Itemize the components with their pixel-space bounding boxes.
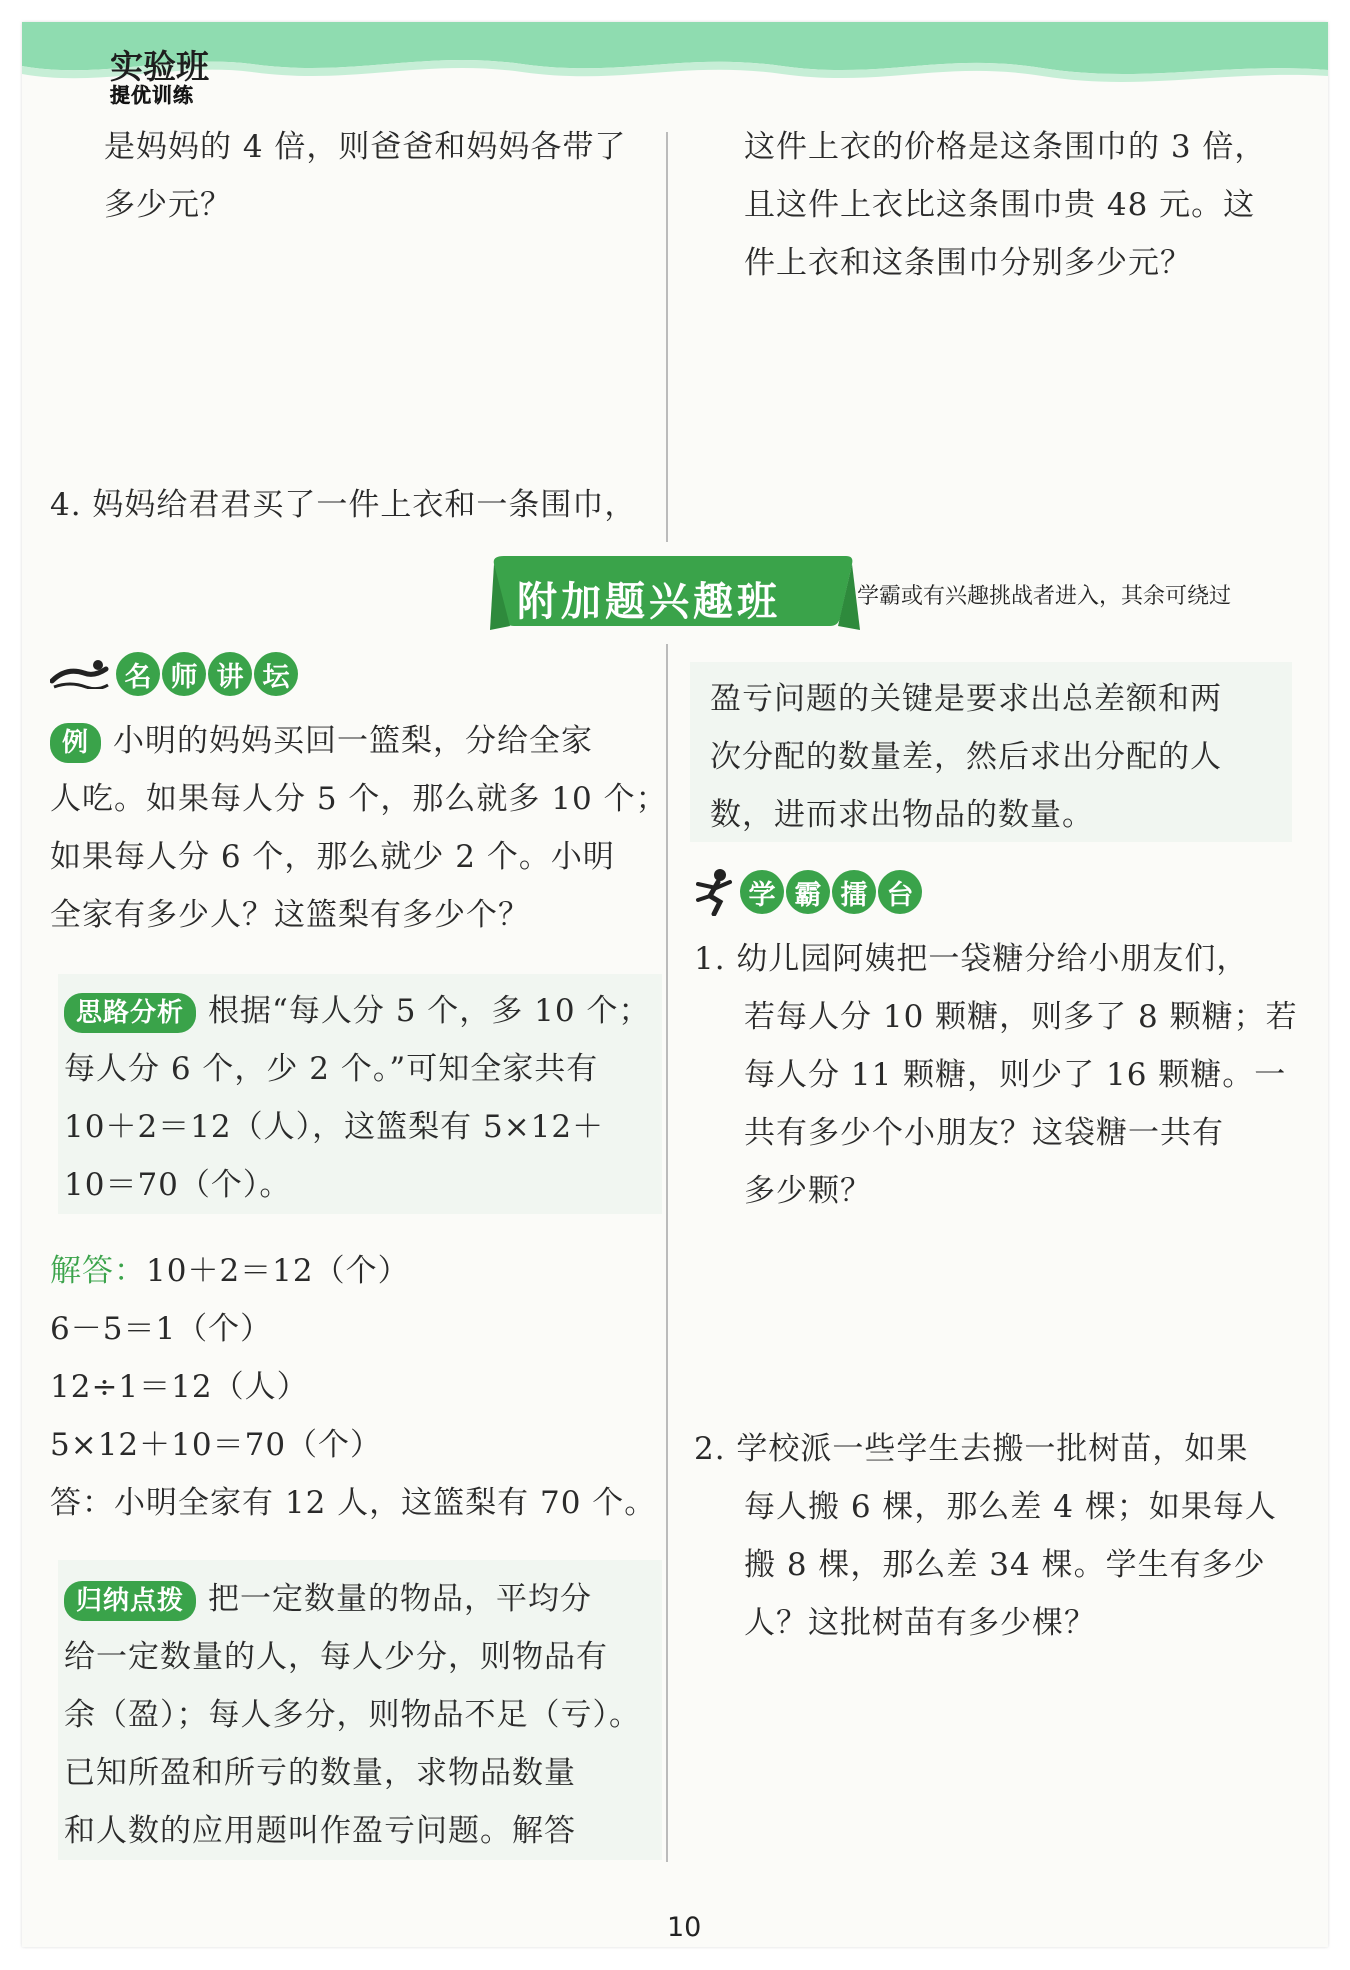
problem-1-line-4: 共有多少个小朋友？这袋糖一共有 [744,1115,1224,1151]
solution-answer: 答：小明全家有 12 人，这篮梨有 70 个。 [50,1485,657,1521]
champion-char-3: 擂 [832,870,876,914]
column-divider-top [666,132,668,542]
problem-2-line-3: 搬 8 棵，那么差 34 棵。学生有多少 [744,1547,1266,1583]
example-line-2: 人吃。如果每人分 5 个，那么就多 10 个； [50,781,668,817]
solution-line-4: 5×12＋10＝70（个） [50,1427,383,1463]
example-tag: 例 [50,723,101,763]
athlete-icon [694,868,734,916]
summary-line-2: 给一定数量的人，每人少分，则物品有 [64,1639,608,1675]
teacher-forum-char-4: 坛 [254,652,298,696]
summary-line-1 [64,1570,592,1628]
solution-line-1 [50,1242,410,1300]
analysis-tag: 思路分析 [64,993,196,1033]
teacher-forum-char-1: 名 [116,652,160,696]
example-line-3: 如果每人分 6 个，那么就少 2 个。小明 [50,839,615,875]
problem-1-line-2: 若每人分 10 颗糖，则多了 8 颗糖；若 [744,999,1298,1035]
summary-tag: 归纳点拨 [64,1581,196,1621]
swimmer-icon [50,659,110,689]
page [22,22,1328,1947]
solution-text-1: 10＋2＝12（个） [146,1253,410,1289]
summary-line-3: 余（盈）；每人多分，则物品不足（亏）。 [64,1697,641,1733]
analysis-line-3: 10＋2＝12（人），这篮梨有 5×12＋ [64,1109,605,1145]
question-4-line: 4. 妈妈给君君买了一件上衣和一条围巾， [50,487,637,523]
top-left-line-2: 多少元？ [104,187,232,223]
example-line-4: 全家有多少人？这篮梨有多少个？ [50,897,530,933]
brand-subtitle: 提优训练 [110,83,194,107]
champion-char-2: 霸 [786,870,830,914]
example-line-1 [50,712,593,770]
continuation-line-1: 盈亏问题的关键是要求出总差额和两 [710,681,1222,717]
banner-note: 学霸或有兴趣挑战者进入，其余可绕过 [857,584,1232,609]
problem-2-line-4: 人？这批树苗有多少棵？ [744,1605,1096,1641]
summary-line-5: 和人数的应用题叫作盈亏问题。解答 [64,1813,576,1849]
continuation-line-2: 次分配的数量差，然后求出分配的人 [710,739,1222,775]
banner-title: 附加题兴趣班 [517,579,781,625]
champion-heading [694,868,922,916]
champion-char-1: 学 [740,870,784,914]
brand-main-title: 实验班 [110,47,209,86]
top-right-line-1: 这件上衣的价格是这条围巾的 3 倍， [744,129,1267,165]
brand-logo [110,47,209,107]
top-right-line-3: 件上衣和这条围巾分别多少元？ [744,245,1192,281]
analysis-line-2: 每人分 6 个，少 2 个。”可知全家共有 [64,1051,599,1087]
teacher-forum-char-2: 师 [162,652,206,696]
analysis-text-1: 根据“每人分 5 个，多 10 个； [208,993,651,1029]
header-band [22,22,1328,92]
solution-line-3: 12÷1＝12（人） [50,1369,309,1405]
teacher-forum-heading [50,650,298,698]
solution-label: 解答： [50,1253,146,1289]
summary-text-1: 把一定数量的物品，平均分 [208,1581,593,1617]
champion-char-4: 台 [878,870,922,914]
problem-1-line-3: 每人分 11 颗糖，则少了 16 颗糖。一 [744,1057,1287,1093]
teacher-forum-char-3: 讲 [208,652,252,696]
summary-line-4: 已知所盈和所亏的数量，求物品数量 [64,1755,576,1791]
top-left-line-1: 是妈妈的 4 倍，则爸爸和妈妈各带了 [104,129,627,165]
solution-line-2: 6－5＝1（个） [50,1311,273,1347]
example-text-1: 小明的妈妈买回一篮梨，分给全家 [113,723,594,759]
problem-2-line-1: 2. 学校派一些学生去搬一批树苗，如果 [694,1431,1249,1467]
continuation-line-3: 数，进而求出物品的数量。 [710,797,1094,833]
problem-2-line-2: 每人搬 6 棵，那么差 4 棵；如果每人 [744,1489,1277,1525]
problem-1-line-5: 多少颗？ [744,1173,872,1209]
top-right-line-2: 且这件上衣比这条围巾贵 48 元。这 [744,187,1256,223]
analysis-line-4: 10＝70（个）。 [64,1167,292,1203]
page-number: 10 [667,1912,702,1943]
problem-1-line-1: 1. 幼儿园阿姨把一袋糖分给小朋友们， [694,941,1249,977]
analysis-line-1 [64,982,650,1040]
